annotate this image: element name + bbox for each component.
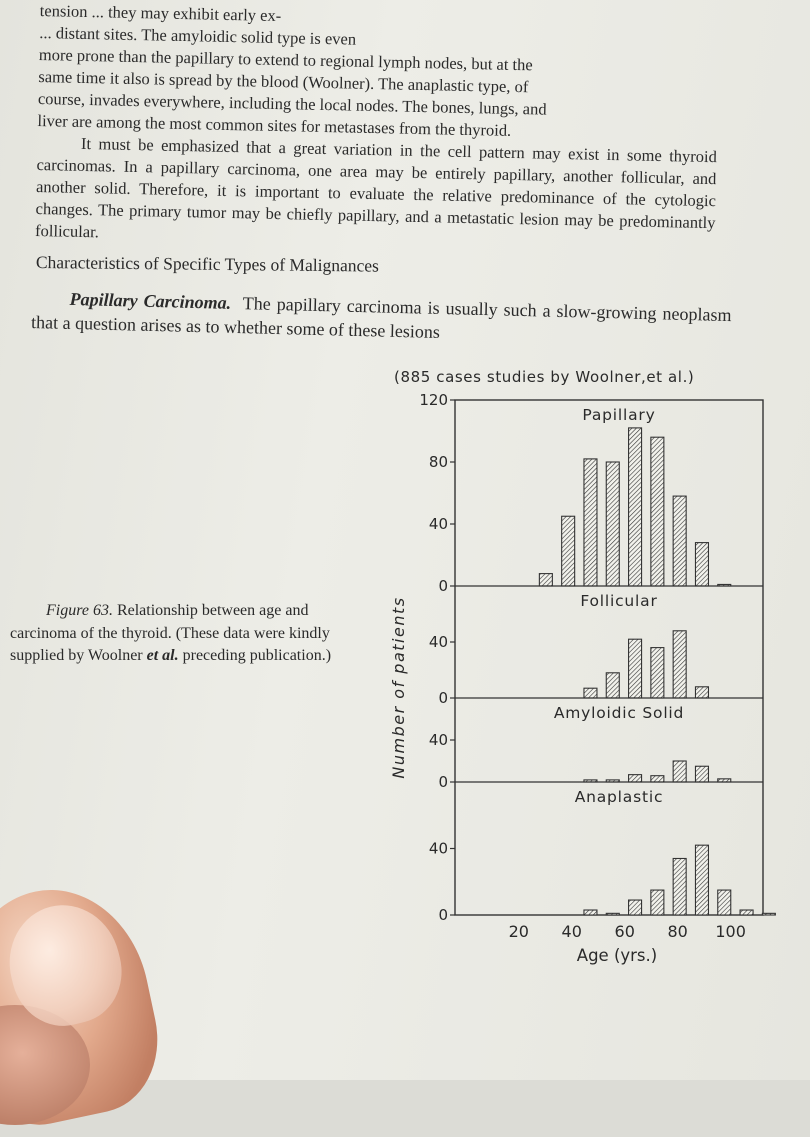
bar-follicular	[651, 648, 664, 698]
y-tick-label: 40	[428, 839, 448, 858]
bar-follicular	[673, 631, 686, 698]
para1-line: more prone than the papillary to extend to regional lymph nodes, but at the	[38, 44, 533, 75]
bar-anaplastic	[695, 845, 708, 915]
bar-amyloidic-solid	[673, 761, 686, 782]
y-tick-label: 80	[428, 453, 448, 471]
bar-amyloidic-solid	[651, 776, 664, 782]
figure-caption	[10, 600, 355, 668]
bar-papillary	[584, 459, 597, 586]
y-tick-label: 120	[419, 391, 448, 409]
para1-line: liver are among the most common sites for metastases from the thyroid.	[37, 110, 512, 140]
bar-follicular	[606, 673, 619, 698]
bar-follicular	[695, 687, 708, 698]
y-tick-label: 0	[438, 773, 448, 791]
x-tick-label: 60	[614, 922, 635, 941]
caption-text-after: preceding publication.)	[182, 647, 332, 664]
bar-anaplastic	[629, 900, 642, 915]
bar-anaplastic	[740, 910, 753, 915]
bar-anaplastic	[673, 858, 686, 915]
paragraph-metastasis	[37, 0, 720, 146]
x-tick-label: 80	[667, 922, 688, 941]
paragraph-variation: It must be emphasized that a great variation in the cell pattern may exist in some thyroid carcinomas. In a papillary carcinoma, one area may be entirely papillary, another follicular, and another solid. Therefore, it is important to evaluate the relative predominance of the cytologic changes. The primary tumor may be chiefly papillary, and a metastatic lesion may be predominantly follicular.	[34, 133, 718, 242]
para1-line: tension ... they may exhibit early ex-	[39, 0, 282, 26]
bar-amyloidic-solid	[629, 775, 642, 782]
panel-title-papillary: Papillary	[582, 406, 656, 424]
y-tick-label: 0	[438, 906, 448, 924]
papillary-text: The papillary carcinoma is usually such a slow-growing neoplasm that a question arises as to whether some of these lesions	[30, 293, 732, 342]
y-axis-label: Number of patients	[389, 596, 408, 779]
x-tick-label: 40	[561, 922, 582, 941]
caption-et-al: et al.	[146, 647, 179, 664]
figure-label: Figure 63.	[46, 602, 113, 619]
y-tick-label: 0	[438, 577, 448, 595]
bar-anaplastic	[762, 913, 775, 915]
panel-title-anaplastic: Anaplastic	[574, 788, 664, 806]
panel-title-amyloidic-solid: Amyloidic Solid	[553, 704, 685, 722]
bar-follicular	[584, 688, 597, 698]
y-tick-label: 0	[438, 689, 448, 707]
y-tick-label: 40	[428, 515, 448, 533]
y-tick-label: 40	[428, 633, 448, 651]
y-tick-label: 40	[428, 731, 448, 749]
bar-papillary	[629, 428, 642, 586]
x-tick-label: 20	[508, 922, 529, 941]
bar-papillary	[562, 516, 575, 586]
para1-line: course, invades everywhere, including the local nodes. The bones, lungs, and	[37, 88, 547, 119]
body-text	[35, 0, 720, 256]
chart-source-note: (885 cases studies by Woolner,et al.)	[394, 368, 695, 386]
bar-papillary	[606, 462, 619, 586]
bar-papillary	[695, 543, 708, 586]
bar-anaplastic	[584, 910, 597, 915]
bar-papillary	[539, 574, 552, 586]
x-axis-label: Age (yrs.)	[576, 946, 658, 965]
para1-line: same time it also is spread by the blood (Woolner). The anaplastic type, of	[38, 66, 529, 97]
paragraph-papillary	[31, 286, 732, 351]
x-tick-label: 100	[715, 922, 746, 941]
bar-papillary	[673, 496, 686, 586]
bar-papillary	[651, 437, 664, 586]
para1-line: ... distant sites. The amyloidic solid type is even	[39, 22, 357, 49]
section-heading: Characteristics of Specific Types of Malignances	[35, 252, 379, 276]
bar-anaplastic	[651, 890, 664, 915]
caption-text-before: Relationship between age and carcinoma of the thyroid. (These data were kindly supplied by Woolner	[10, 602, 330, 664]
bar-anaplastic	[606, 913, 619, 915]
papillary-lead: Papillary Carcinoma.	[69, 288, 232, 313]
bar-follicular	[629, 639, 642, 698]
bar-anaplastic	[718, 890, 731, 915]
age-distribution-chart	[380, 390, 790, 970]
panel-title-follicular: Follicular	[580, 592, 658, 610]
bar-amyloidic-solid	[695, 766, 708, 782]
